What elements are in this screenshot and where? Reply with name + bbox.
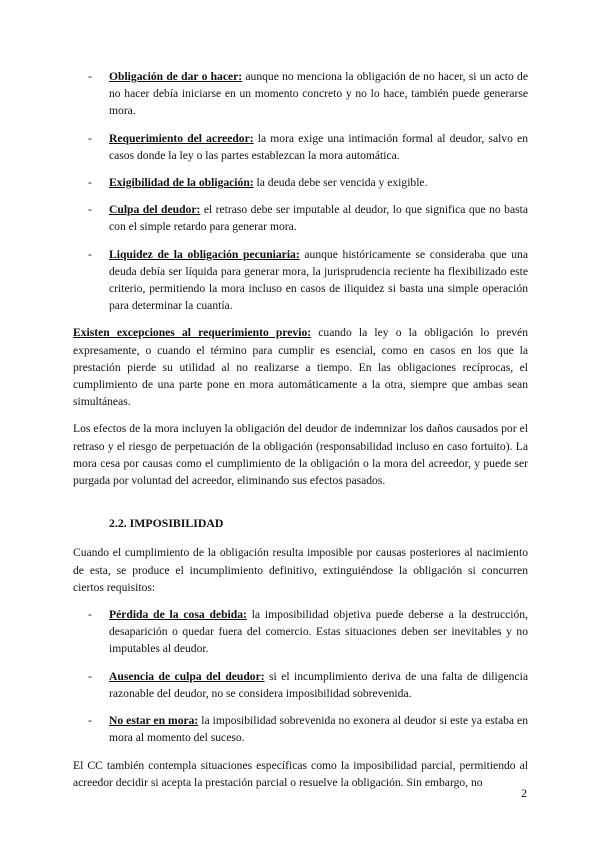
exceptions-paragraph [73,324,528,410]
bullet-term: No estar en mora: [109,714,199,728]
final-paragraph: El CC también contempla situaciones específicas como la imposibilidad parcial, permitiendo al acreedor decidir si acepta la prestación parcial o resuelve la obligación. Sin embargo, no [73,758,528,789]
paragraph-term: Existen excepciones al requerimiento previo: [73,326,312,340]
list-item [73,668,528,702]
list-item [73,68,528,120]
bullet-text: la imposibilidad sobrevenida no exonera al deudor si este ya estaba en mora al momento del suceso. [109,714,528,745]
bullet-term: Requerimiento del acreedor: [109,131,254,145]
bullet-term: Ausencia de culpa del deudor: [109,669,265,683]
bullet-term: Culpa del deudor: [109,203,201,217]
intro-paragraph: Cuando el cumplimiento de la obligación resulta imposible por causas posteriores al nacimiento de esta, se produce el incumplimiento definitivo, extinguiéndose la obligación si concurren ciertos requisitos: [73,546,528,594]
paragraph-text: cuando la ley o la obligación lo prevén expresamente, o cuando el término para cumplir es esencial, como en casos en los que la prestación pierde su utilidad al no realizarse a tiempo. En las obligaciones recíprocas, el cumplimiento de una parte pone en mora automáticamente a la otra, siempre que ambas sean simultáneas. [73,326,528,409]
list-item [73,712,528,746]
bullet-dash: - [88,669,92,683]
bullet-dash: - [88,176,92,190]
bullet-text: el retraso debe ser imputable al deudor, lo que significa que no basta con el simple retardo para generar mora. [109,203,528,234]
bullet-text: la mora exige una intimación formal al deudor, salvo en casos donde la ley o las partes establezcan la mora automática. [109,131,528,162]
bullet-term: Liquidez de la obligación pecuniaria: [109,247,300,261]
bullet-dash: - [88,247,92,261]
bullet-text: aunque no menciona la obligación de no hacer, si un acto de no hacer debía iniciarse en un momento concreto y no lo hace, también puede generarse mora. [109,70,529,118]
list-item [73,201,528,235]
bullet-dash: - [88,714,92,728]
page-number: 2 [521,786,527,800]
list-item [73,246,528,315]
bullet-term: Exigibilidad de la obligación: [109,176,254,190]
bullet-dash: - [88,70,92,83]
section-heading: 2.2. IMPOSIBILIDAD [109,516,224,531]
bullet-text: aunque históricamente se consideraba que una deuda debía ser líquida para generar mora, la jurisprudencia reciente ha flexibilizado este criterio, permitiendo la mora incluso en casos de iliquidez si basta una simple operación para determinar la cuantía. [109,247,528,313]
requirements-list [73,68,528,314]
page-content [73,68,528,801]
list-item [73,174,528,191]
impossibility-list [73,606,528,746]
bullet-text: la deuda debe ser vencida y exigible. [253,176,428,190]
list-item [73,606,528,658]
bullet-dash: - [88,131,92,145]
list-item [73,130,528,164]
bullet-term: Pérdida de la cosa debida: [109,608,247,622]
bullet-dash: - [88,203,92,217]
bullet-term: Obligación de dar o hacer: [109,70,243,83]
bullet-text: si el incumplimiento deriva de una falta de diligencia razonable del deudor, no se considera imposibilidad sobrevenida. [109,669,528,700]
bullet-dash: - [88,608,92,622]
bullet-text: la imposibilidad objetiva puede deberse a la destrucción, desaparición o quedar fuera del comercio. Estas situaciones deben ser inevitables y no imputables al deudor. [109,608,528,656]
effects-paragraph: Los efectos de la mora incluyen la obligación del deudor de indemnizar los daños causados por el retraso y el riesgo de perpetuación de la obligación (responsabilidad incluso en caso fortuito). La mora cesa por causas como el cumplimiento de la obligación o la mora del acreedor, y puede ser purgada por voluntad del acreedor, eliminando sus efectos pasados. [73,422,528,488]
